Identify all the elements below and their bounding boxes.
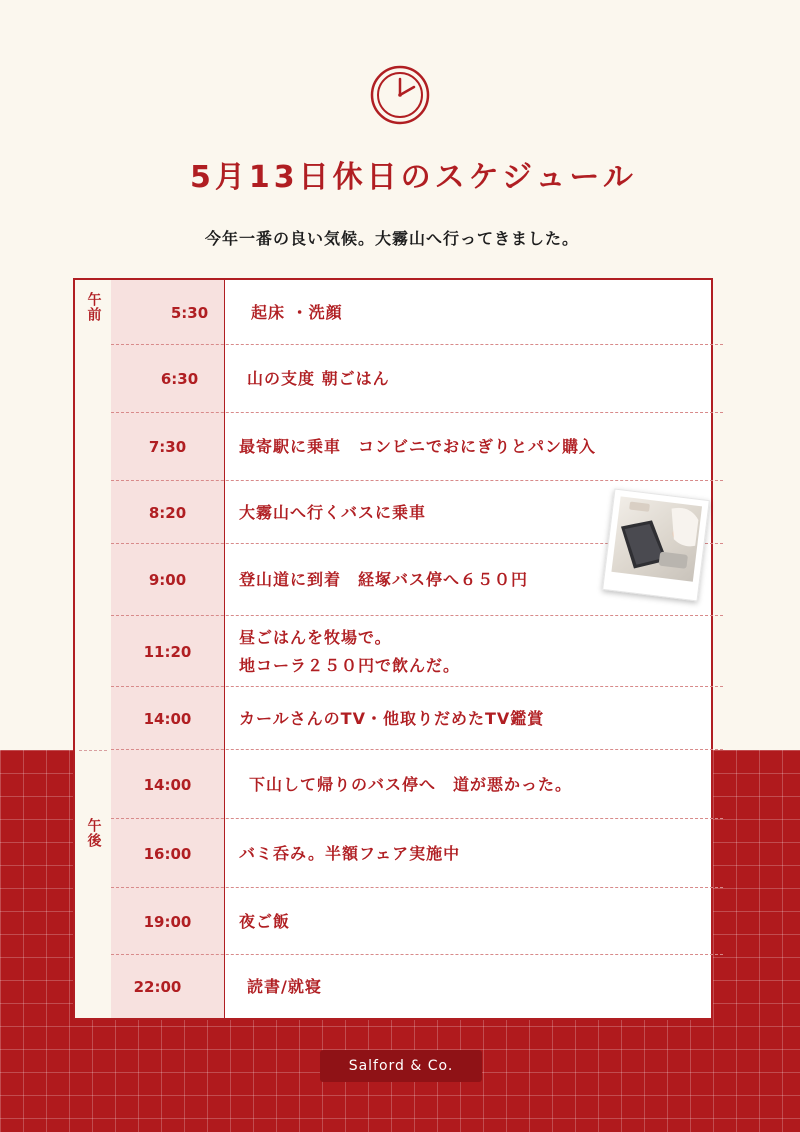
schedule-time: 11:20 — [143, 642, 192, 661]
pm-label-text: 午後 — [85, 818, 102, 848]
schedule-event-line: 昼ごはんを牧場で。 — [239, 627, 392, 647]
schedule-event-line: 読書/就寝 — [247, 976, 322, 996]
schedule-time: 7:30 — [148, 438, 187, 456]
brand-badge: Salford & Co. — [320, 1050, 482, 1082]
am-pm-column — [75, 280, 112, 1018]
schedule-row — [111, 345, 723, 413]
schedule-event-line: 起床 ・洗顔 — [251, 302, 343, 322]
schedule-event — [239, 433, 596, 461]
schedule-row — [111, 955, 723, 1018]
page-title: 5月13日休日のスケジュール — [190, 160, 637, 195]
clock-icon — [370, 65, 430, 125]
schedule-row — [111, 616, 723, 687]
schedule-event-line: 下山して帰りのバス停へ 道が悪かった。 — [249, 774, 573, 794]
am-label — [75, 292, 111, 322]
schedule-event — [251, 299, 343, 327]
schedule-row — [111, 687, 723, 750]
schedule-time: 9:00 — [148, 571, 187, 589]
schedule-event-line: 登山道に到着 経塚バス停へ６５０円 — [239, 570, 529, 589]
schedule-time: 5:30 — [170, 303, 209, 322]
laptop-photo — [602, 489, 710, 602]
laptop-photo-illustration — [611, 496, 702, 581]
schedule-event — [239, 566, 528, 594]
schedule-event — [247, 973, 322, 1001]
schedule-event-line: バミ呑み。半額フェア実施中 — [239, 843, 461, 863]
schedule-event — [247, 365, 390, 393]
am-label-text: 午前 — [85, 292, 102, 322]
schedule-time: 19:00 — [143, 912, 192, 931]
schedule-event — [239, 908, 290, 936]
schedule-event-line: 夜ご飯 — [239, 911, 291, 931]
pm-label — [75, 818, 111, 848]
schedule-row — [111, 819, 723, 888]
am-pm-divider — [79, 750, 107, 751]
schedule-time: 6:30 — [160, 370, 199, 388]
schedule-row — [111, 413, 723, 481]
schedule-event — [239, 624, 460, 680]
schedule-event-line: 最寄駅に乗車 コンビニでおにぎりとパン購入 — [239, 437, 597, 456]
schedule-event-line: 山の支度 朝ごはん — [247, 369, 390, 388]
schedule-event-line: カールさんのTV・他取りだめたTV鑑賞 — [239, 708, 545, 728]
schedule-time: 16:00 — [143, 844, 192, 863]
schedule-event — [249, 771, 572, 799]
schedule-event-line: 地コーラ２５０円で飲んだ。 — [239, 655, 461, 675]
schedule-event — [239, 705, 544, 733]
schedule-time: 22:00 — [133, 977, 182, 996]
schedule-event — [239, 499, 426, 527]
schedule-row — [111, 888, 723, 955]
laptop-photo-image — [611, 496, 702, 581]
schedule-event — [239, 840, 460, 868]
schedule-event-line: 大霧山へ行くバスに乗車 — [239, 502, 427, 522]
schedule-time: 14:00 — [143, 709, 192, 728]
schedule-row — [111, 280, 723, 345]
schedule-time: 14:00 — [143, 775, 192, 794]
page-subtitle: 今年一番の良い気候。大霧山へ行ってきました。 — [205, 229, 580, 248]
schedule-row — [111, 750, 723, 819]
schedule-time: 8:20 — [148, 503, 187, 522]
schedule-sheet — [73, 278, 713, 1020]
